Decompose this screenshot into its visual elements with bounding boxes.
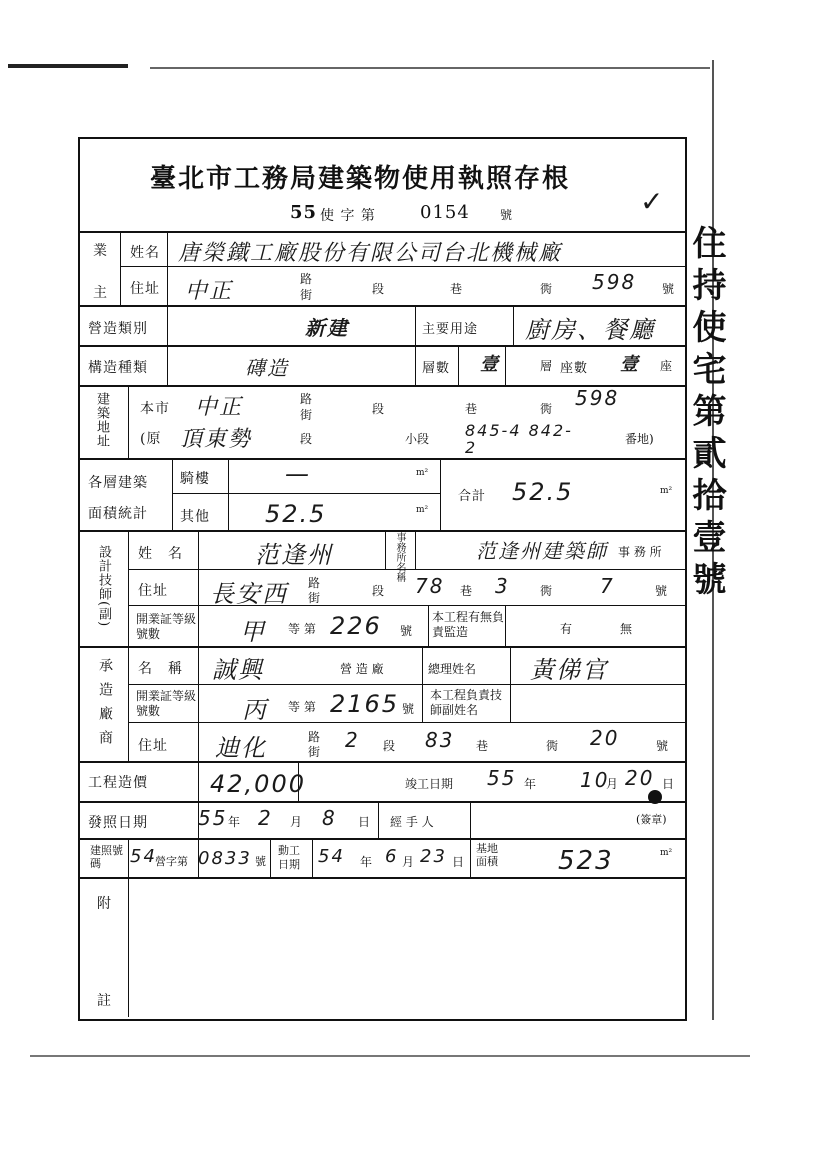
designer-grade-label: 等 第 xyxy=(288,622,316,636)
owner-lane-label: 巷 xyxy=(450,282,463,296)
owner-road-label: 路 xyxy=(300,272,313,286)
construction-type-value: 新建 xyxy=(305,316,349,340)
issue-year-label: 年 xyxy=(228,815,241,829)
designer-lane-value: 78 xyxy=(415,574,445,598)
designer-label: 設計技師(副) xyxy=(96,545,111,628)
site-area-label: 基地面積 xyxy=(476,842,498,868)
seal-label: (簽章) xyxy=(636,813,667,826)
arcade-label: 騎樓 xyxy=(180,471,210,487)
site-section-value: 頂東勢 xyxy=(180,427,253,452)
name-label: 姓名 xyxy=(130,245,160,261)
address-label: 住址 xyxy=(130,281,160,297)
cost-value: 42,000 xyxy=(210,770,306,798)
contractor-road-label: 路 xyxy=(308,730,321,744)
lot-label: 番地) xyxy=(625,432,654,446)
start-day-label: 日 xyxy=(452,855,465,869)
owner-name-value: 唐榮鐵工廠股份有限公司台北機械廠 xyxy=(178,241,563,266)
site-area-value: 523 xyxy=(558,846,614,876)
other-unit-label: m² xyxy=(416,505,429,515)
office-suffix-label: 事 務 所 xyxy=(618,545,662,559)
issue-year-value: 55 xyxy=(198,806,228,830)
issue-day-value: 8 xyxy=(322,806,337,830)
contractor-license-label: 開業証等級號數 xyxy=(136,689,197,718)
site-lane-label: 巷 xyxy=(465,402,478,416)
contractor-grade-value: 丙 xyxy=(242,696,268,724)
total-area-value: 52.5 xyxy=(512,478,574,506)
designer-name-label: 姓 名 xyxy=(138,546,183,562)
structure-type-value: 磚造 xyxy=(245,356,289,380)
supervise-yes: 有 xyxy=(560,622,573,636)
contractor-alley-label: 衖 xyxy=(546,739,559,753)
manager-label: 總理姓名 xyxy=(428,662,477,676)
contractor-tech-label: 本工程負責技師副姓名 xyxy=(430,688,503,717)
designer-lane-label: 巷 xyxy=(460,584,473,598)
permit-word: 使 字 第 xyxy=(320,208,376,224)
build-permit-label: 建照號碼 xyxy=(90,844,123,870)
issue-day-label: 日 xyxy=(358,815,371,829)
completion-label: 竣工日期 xyxy=(405,777,454,791)
handler-label: 經 手 人 xyxy=(390,815,434,829)
owner-street-label: 街 xyxy=(300,288,313,302)
office-name-value: 范逢州建築師 xyxy=(476,539,608,563)
contractor-lane-value: 83 xyxy=(425,728,455,752)
start-label: 動工日期 xyxy=(278,844,300,871)
main-use-value: 廚房、餐廳 xyxy=(525,316,655,344)
site-alley-label: 衖 xyxy=(540,402,553,416)
contractor-number-label: 號 xyxy=(656,739,669,753)
buildings-value: 壹 xyxy=(620,354,640,375)
start-year-label: 年 xyxy=(360,855,373,869)
contractor-addr-value: 迪化 xyxy=(215,734,267,762)
scan-edge-bottom xyxy=(30,1055,750,1057)
city-label: 本市 xyxy=(140,401,170,417)
start-day-value: 23 xyxy=(420,846,447,867)
designer-alley-label: 衖 xyxy=(540,584,553,598)
structure-type-label: 構造種類 xyxy=(88,360,148,376)
designer-road-label: 路 xyxy=(308,576,321,590)
arcade-area-value: — xyxy=(285,460,311,488)
owner-number-value: 598 xyxy=(592,270,637,294)
build-word-label: 營字第 xyxy=(155,855,188,868)
site-road-label: 路 xyxy=(300,392,313,406)
floor-area-label-2: 面積統計 xyxy=(88,506,148,522)
main-use-label: 主要用途 xyxy=(422,322,479,337)
designer-alley-value: 3 xyxy=(495,574,510,598)
office-name-label: 事務所名稱 xyxy=(394,532,405,582)
floors-label: 層數 xyxy=(422,361,451,376)
construction-type-label: 營造類別 xyxy=(88,321,148,337)
completion-year-label: 年 xyxy=(524,777,537,791)
side-stamp-text: 住持使宅第貳拾壹號 xyxy=(686,225,726,603)
contractor-lane-label: 巷 xyxy=(476,739,489,753)
site-road-value: 中正 xyxy=(195,395,244,420)
owner-section-label: 段 xyxy=(372,282,385,296)
site-lots-value: 845-4 842-2 xyxy=(465,421,573,457)
completion-year-value: 55 xyxy=(487,766,517,790)
designer-street-label: 街 xyxy=(308,591,321,605)
arcade-unit-label: m² xyxy=(416,468,429,478)
contractor-section-value: 2 xyxy=(345,728,360,752)
check-mark: ✓ xyxy=(640,185,666,218)
supervise-label: 本工程有無負責監造 xyxy=(432,610,505,639)
site-label: 建築地址 xyxy=(94,392,109,448)
designer-section-label: 段 xyxy=(372,584,385,598)
site-area-unit: m² xyxy=(660,848,673,858)
supervise-no: 無 xyxy=(620,622,633,636)
ink-dot xyxy=(648,790,662,804)
build-permit-year-value: 54 xyxy=(130,846,157,867)
owner-alley-label: 衖 xyxy=(540,282,553,296)
completion-month-value: 10 xyxy=(580,768,610,792)
contractor-address-label: 住址 xyxy=(138,738,168,754)
total-unit-label: m² xyxy=(660,486,673,496)
remarks-label-1: 附 xyxy=(97,896,112,912)
scan-edge-top xyxy=(8,64,128,68)
remarks-label-2: 註 xyxy=(97,993,112,1009)
build-permit-no-value: 0833 xyxy=(198,848,252,869)
completion-day-label: 日 xyxy=(662,777,675,791)
site-section-label: 段 xyxy=(372,402,385,416)
contractor-grade-label: 等 第 xyxy=(288,700,316,714)
issue-month-label: 月 xyxy=(290,815,303,829)
start-month-value: 6 xyxy=(385,846,399,867)
designer-number-label: 號 xyxy=(655,584,668,598)
site-street-label: 街 xyxy=(300,408,313,422)
owner-number-label: 號 xyxy=(662,282,675,296)
total-label: 合計 xyxy=(458,489,487,504)
designer-address-label: 住址 xyxy=(138,583,168,599)
contractor-name-value: 誠興 xyxy=(212,656,264,684)
permit-suffix: 號 xyxy=(500,208,514,222)
contractor-street-label: 街 xyxy=(308,745,321,759)
designer-grade-value: 甲 xyxy=(240,618,266,646)
floors-value: 壹 xyxy=(480,354,500,375)
buildings-label: 座數 xyxy=(560,361,589,376)
contractor-number-suffix: 號 xyxy=(402,702,415,716)
other-area-value: 52.5 xyxy=(265,500,327,528)
issue-date-label: 發照日期 xyxy=(88,815,148,831)
contractor-name-label: 名 稱 xyxy=(138,661,183,677)
completion-month-label: 月 xyxy=(606,777,619,791)
contractor-section-label: 段 xyxy=(383,739,396,753)
site-orig-section-label: 段 xyxy=(300,432,313,446)
designer-license-label: 開業証等級號數 xyxy=(136,612,197,641)
owner-label-1: 業 xyxy=(93,243,108,259)
subsection-label: 小段 xyxy=(405,432,430,446)
owner-label-2: 主 xyxy=(93,285,108,301)
floor-area-label-1: 各層建築 xyxy=(88,475,148,491)
form-title: 臺北市工務局建築物使用執照存根 xyxy=(150,164,571,194)
contractor-label: 承造廠商 xyxy=(97,658,113,754)
issue-month-value: 2 xyxy=(258,806,273,830)
floor-unit-label: 層 xyxy=(540,359,553,373)
owner-road-value: 中正 xyxy=(185,279,234,304)
site-number-value: 598 xyxy=(575,386,620,410)
start-month-label: 月 xyxy=(402,855,415,869)
permit-number: 0154 xyxy=(420,202,470,223)
designer-license-value: 226 xyxy=(330,612,382,640)
scan-edge-top-2 xyxy=(150,67,710,69)
designer-number-suffix: 號 xyxy=(400,624,413,638)
building-unit-label: 座 xyxy=(660,359,673,373)
permit-prefix: 55 xyxy=(290,202,318,223)
cost-label: 工程造價 xyxy=(88,775,148,791)
completion-day-value: 20 xyxy=(625,766,655,790)
contractor-license-value: 2165 xyxy=(330,690,400,718)
manager-value: 黃俤官 xyxy=(530,656,608,684)
contractor-no-value: 20 xyxy=(590,726,620,750)
contractor-factory-label: 營 造 廠 xyxy=(340,662,384,676)
designer-addr-value: 長安西 xyxy=(210,580,288,608)
original-label: (原 xyxy=(140,431,162,447)
other-label: 其他 xyxy=(180,509,210,525)
start-year-value: 54 xyxy=(318,846,345,867)
designer-no-value: 7 xyxy=(600,574,615,598)
build-permit-suffix: 號 xyxy=(255,855,266,868)
designer-name-value: 范逢州 xyxy=(255,541,333,569)
